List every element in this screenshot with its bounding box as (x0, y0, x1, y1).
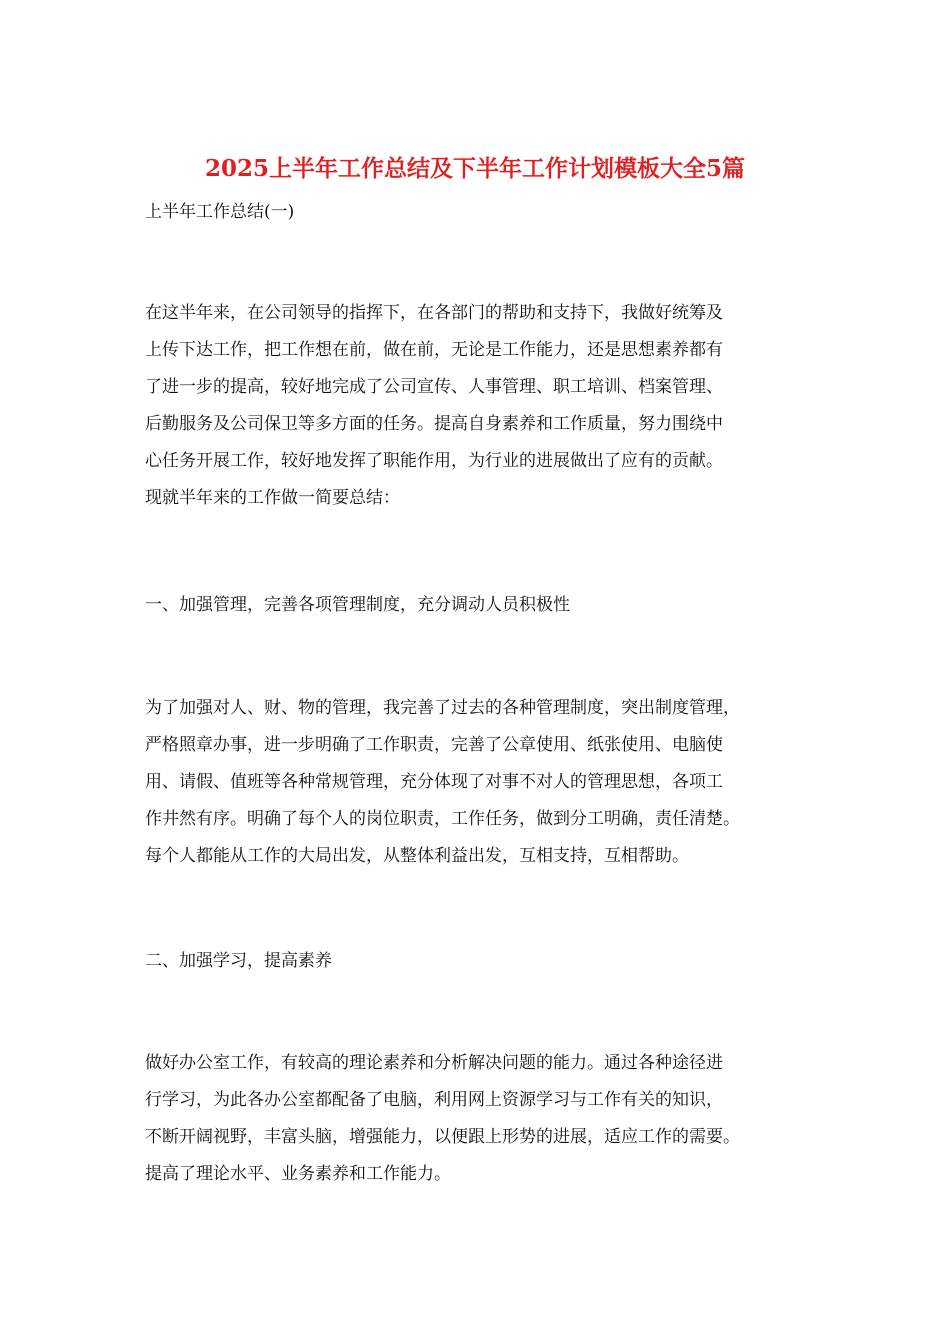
paragraph-line: 不断开阔视野，丰富头脑，增强能力，以便跟上形势的进展，适应工作的需要。 (145, 1127, 740, 1147)
paragraph-learning (145, 1050, 825, 1198)
paragraph-line: 上传下达工作，把工作想在前，做在前，无论是工作能力，还是思想素养都有 (145, 340, 723, 360)
paragraph-line: 为了加强对人、财、物的管理，我完善了过去的各种管理制度，突出制度管理， (145, 698, 740, 718)
paragraph-line: 在这半年来，在公司领导的指挥下，在各部门的帮助和支持下，我做好统筹及 (145, 303, 723, 323)
paragraph-line: 每个人都能从工作的大局出发，从整体利益出发，互相支持，互相帮助。 (145, 846, 689, 866)
paragraph-line: 提高了理论水平、业务素养和工作能力。 (145, 1164, 451, 1184)
document-title: 2025上半年工作总结及下半年工作计划模板大全5篇 (204, 155, 746, 182)
paragraph-management (145, 695, 825, 880)
paragraph-line: 用、请假、值班等各种常规管理，充分体现了对事不对人的管理思想，各项工 (145, 772, 723, 792)
paragraph-line: 现就半年来的工作做一简要总结： (145, 488, 400, 508)
document-subtitle: 上半年工作总结(一) (145, 202, 295, 222)
paragraph-line: 行学习，为此各办公室都配备了电脑，利用网上资源学习与工作有关的知识， (145, 1090, 723, 1110)
paragraph-line: 心任务开展工作，较好地发挥了职能作用，为行业的进展做出了应有的贡献。 (145, 451, 723, 471)
paragraph-line: 后勤服务及公司保卫等多方面的任务。提高自身素养和工作质量，努力围绕中 (145, 414, 723, 434)
paragraph-line: 了进一步的提高，较好地完成了公司宣传、人事管理、职工培训、档案管理、 (145, 377, 723, 397)
paragraph-intro (145, 300, 825, 522)
paragraph-line: 做好办公室工作，有较高的理论素养和分析解决问题的能力。通过各种途径进 (145, 1053, 723, 1073)
section-heading-1: 一、加强管理，完善各项管理制度，充分调动人员积极性 (145, 595, 570, 615)
paragraph-line: 严格照章办事，进一步明确了工作职责，完善了公章使用、纸张使用、电脑使 (145, 735, 723, 755)
section-heading-2: 二、加强学习，提高素养 (145, 951, 332, 971)
paragraph-line: 作井然有序。明确了每个人的岗位职责，工作任务，做到分工明确，责任清楚。 (145, 809, 740, 829)
